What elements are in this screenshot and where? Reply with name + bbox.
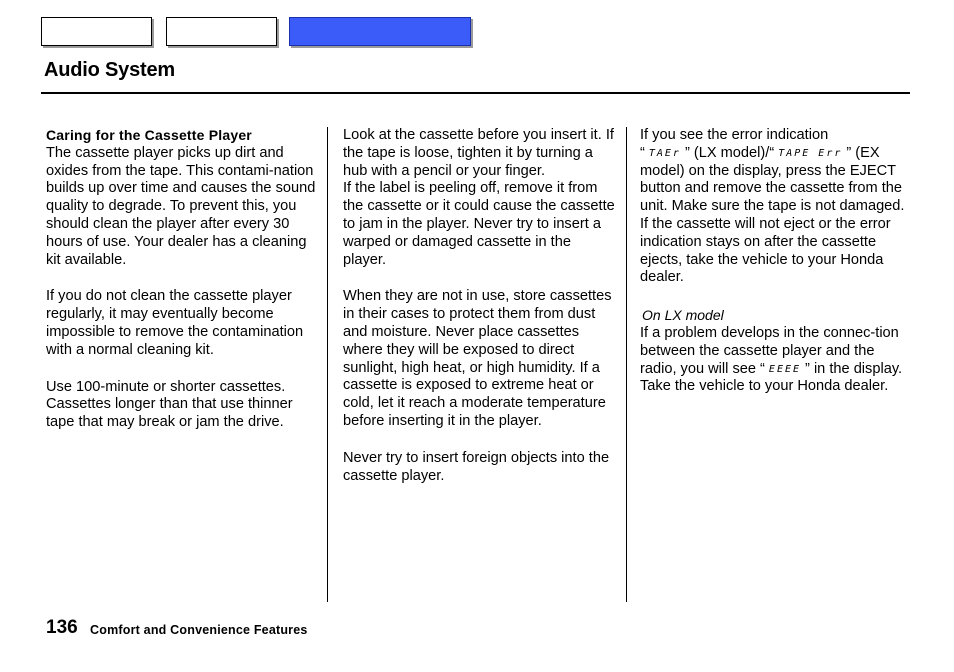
italic-subheading: On LX model — [642, 307, 724, 324]
lcd-display-text: TAEr — [648, 147, 681, 159]
column-2 — [343, 127, 615, 485]
paragraph: Look at the cassette before you insert it. If the tape is loose, tighten it by turning a hub with a pencil or your finger. — [343, 127, 614, 179]
nav-tab-3-active[interactable] — [289, 17, 471, 46]
footer-section-title: Comfort and Convenience Features — [90, 623, 308, 637]
paragraph-connection-problem: If a problem develops in the connec-tion between the cassette player and the radio, you will see “ EEEE ” in the display. Take the vehicle to your Honda dealer. — [640, 324, 903, 395]
column-divider — [327, 127, 328, 602]
nav-tab-2[interactable] — [166, 17, 277, 46]
paragraph: Never try to insert foreign objects into the cassette player. — [343, 449, 610, 484]
paragraph-error-indication: If you see the error indication “ TAEr ” (LX model)/“ TAPE Err ” (EX model) on the display, press the EJECT button and remove the cassette from the unit. Make sure the tape is not damaged. If the cassette will not eject or the error indication stays on after the cassette ejects, take the vehicle to your Honda dealer. — [640, 127, 905, 286]
paragraph: Use 100-minute or shorter cassettes. Cassettes longer than that use thinner tape that may break or jam the drive. — [46, 378, 293, 431]
paragraph: The cassette player picks up dirt and oxides from the tape. This contami-nation builds up over time and causes the sound quality to degrade. To prevent this, you should clean the player after every 30 hours of use. Your dealer has a cleaning kit available. — [46, 144, 316, 268]
lcd-display-text: TAPE Err — [778, 147, 843, 159]
model-label: (LX model)/ — [693, 144, 770, 161]
paragraph-text: If you see the error indication — [640, 127, 829, 143]
paragraph: When they are not in use, store cassettes in their cases to protect them from dust and moisture. Never place cassettes where they will be exposed to direct sunlight, high heat, or high humidity. If a cassette is exposed to extreme heat or cold, let it reach a moderate temperature before inserting it in the player. — [343, 288, 612, 429]
paragraph-text: in the display. Take the vehicle to your Honda dealer. — [640, 360, 903, 395]
column-3 — [640, 127, 912, 396]
paragraph: If the label is peeling off, remove it from the cassette or it could cause the cassette to jam in the player. Never try to insert a warped or damaged cassette in the player. — [343, 180, 615, 268]
paragraph: If you do not clean the cassette player regularly, it may eventually become impossible to remove the contamination with a normal cleaning kit. — [46, 288, 304, 358]
page-title: Audio System — [44, 59, 175, 81]
column-divider — [626, 127, 627, 602]
column-1 — [46, 127, 318, 432]
title-rule — [41, 92, 910, 94]
paragraph-text: If a problem develops in the connec-tion between the cassette player and the radio, you will see — [640, 324, 899, 377]
paragraph-text: (EX model) on the display, press the EJECT button and remove the cassette from the unit. Make sure the tape is not damaged. If the cassette will not eject or the error indication stays on after the cassette ejects, take the vehicle to your Honda dealer. — [640, 144, 905, 286]
lcd-display-text: EEEE — [768, 363, 802, 375]
page-number: 136 — [46, 617, 78, 638]
section-subheading: Caring for the Cassette Player — [46, 127, 252, 143]
nav-tab-1[interactable] — [41, 17, 152, 46]
